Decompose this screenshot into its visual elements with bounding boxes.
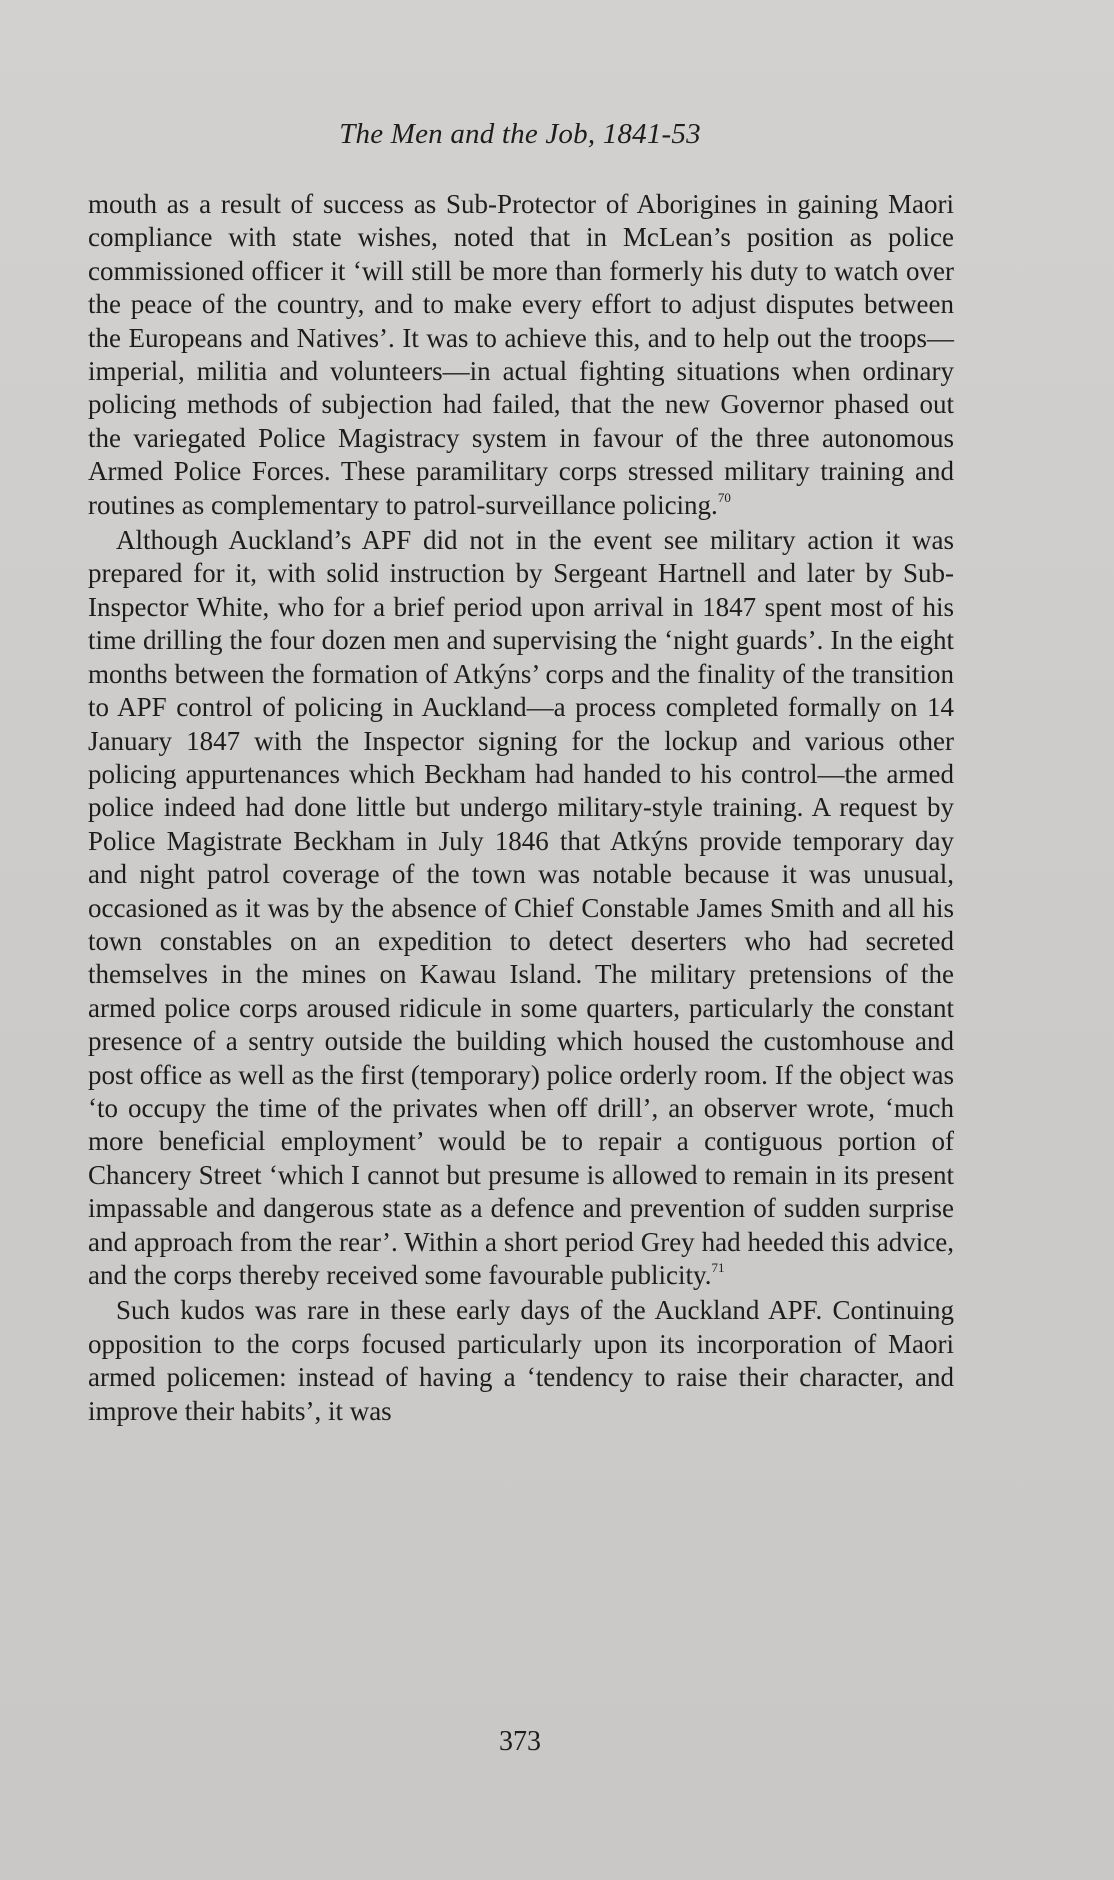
footnote-ref-71[interactable]: 71 [711, 1260, 725, 1275]
paragraph-2-text: Although Auckland’s APF did not in the event see military action it was prepared for it, with solid instruction by Sergeant Hartnell and later by Sub-Inspector White, who for a brief period upon arrival in 1847 spent most of his time drilling the four dozen men and supervising the ‘night guards’. In the eight months between the formation of Atkýns’ corps and the finality of the transition to APF control of policing in Auckland—a process completed formally on 14 January 1847 with the Inspector signing for the lockup and various other policing appurtenances which Beckham had handed to his control—the armed police indeed had done little but undergo military-style training. A request by Police Magistrate Beckham in July 1846 that Atkýns provide temporary day and night patrol coverage of the town was notable because it was unusual, occasioned as it was by the absence of Chief Constable James Smith and all his town constables on an expedition to detect deserters who had secreted themselves in the mines on Kawau Island. The military pretensions of the armed police corps aroused ridicule in some quarters, particularly the constant presence of a sentry outside the building which housed the customhouse and post office as well as the first (temporary) police orderly room. If the object was ‘to occupy the time of the privates when off drill’, an observer wrote, ‘much more beneficial employment’ would be to repair a contiguous portion of Chancery Street ‘which I cannot but presume is allowed to remain in its present impassable and dangerous state as a defence and prevention of sudden surprise and approach from the rear’. Within a short period Grey had heeded this advice, and the corps thereby received some favourable publicity. [88, 525, 954, 1290]
paragraph-2 [88, 524, 954, 1292]
footnote-ref-70[interactable]: 70 [717, 489, 731, 505]
paragraph-3-text: Such kudos was rare in these early days of the Auckland APF. Continuing opposition to the corps focused particularly upon its incorporation of Maori armed policemen: instead of having a ‘tendency to raise their character, and improve their habits’, it was [88, 1295, 954, 1426]
body-text [88, 188, 954, 1428]
paragraph-1 [88, 188, 954, 522]
page-number: 373 [499, 1726, 541, 1757]
paragraph-1-text: mouth as a result of success as Sub-Protector of Aborigines in gaining Maori compliance with state wishes, noted that in McLean’s position as police commissioned officer it ‘will still be more than formerly his duty to watch over the peace of the country, and to make every effort to adjust disputes between the Europeans and Natives’. It was to achieve this, and to help out the troops—imperial, militia and volunteers—in actual fighting situations when ordinary policing methods of subjection had failed, that the new Governor phased out the variegated Police Magistracy system in favour of the three autonomous Armed Police Forces. These paramilitary corps stressed military training and routines as complementary to patrol-surveillance policing. [88, 189, 954, 520]
running-head: The Men and the Job, 1841-53 [339, 118, 701, 150]
paragraph-3 [88, 1294, 954, 1428]
